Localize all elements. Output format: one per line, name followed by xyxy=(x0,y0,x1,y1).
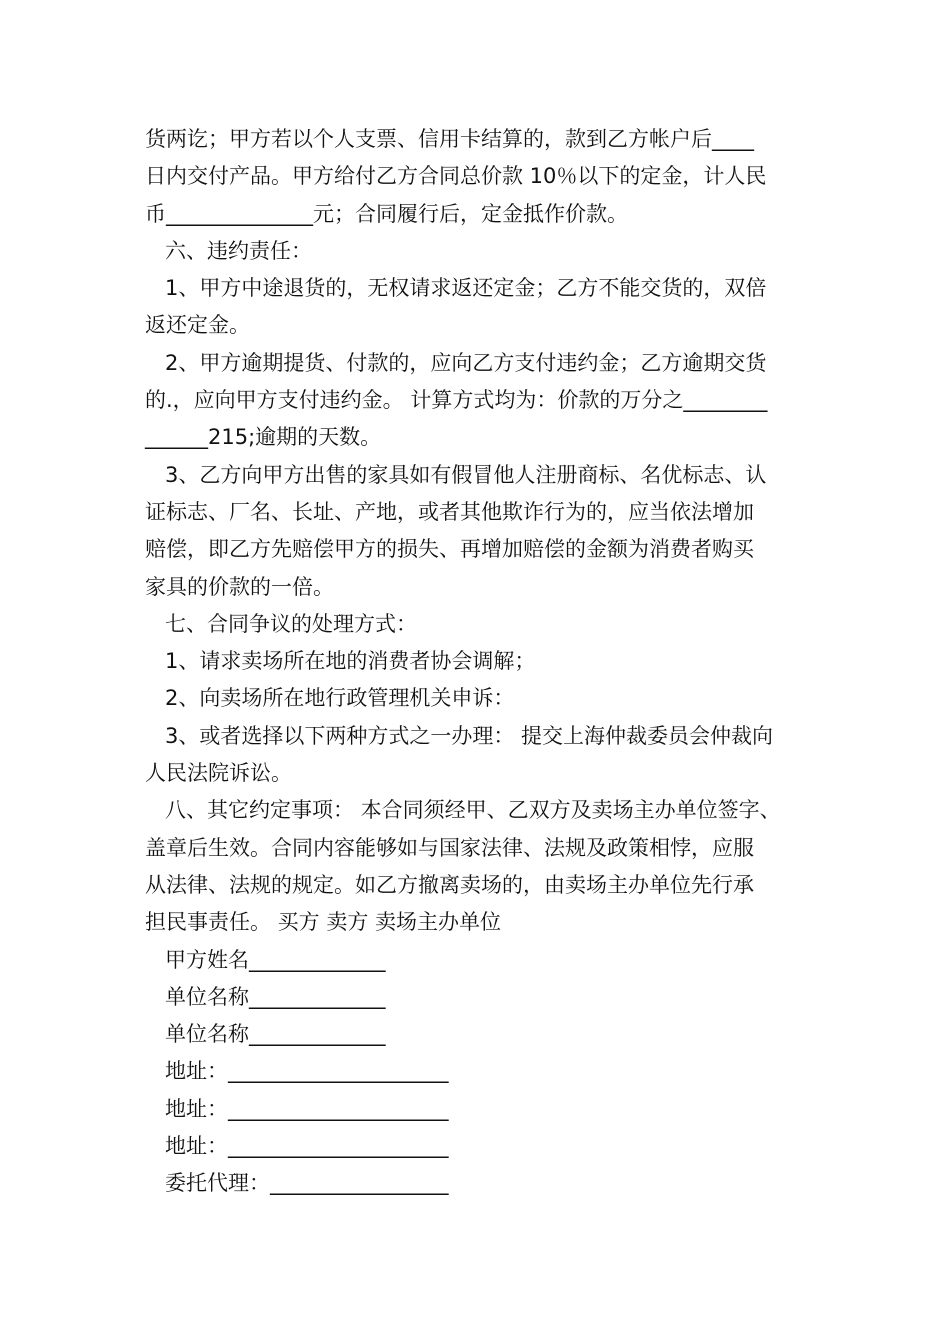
text-line: 3、或者选择以下两种方式之一办理： 提交上海仲裁委员会仲裁向 xyxy=(165,723,774,748)
text-line: 证标志、厂名、长址、产地，或者其他欺诈行为的，应当依法增加 xyxy=(145,499,754,524)
text-line: 家具的价款的一倍。 xyxy=(145,574,334,599)
signature-field-address: 地址：_____________________ xyxy=(165,1134,449,1159)
text-line: 返还定金。 xyxy=(145,313,250,338)
signature-field-unit: 单位名称_____________ xyxy=(165,1022,386,1047)
signature-field-name: 甲方姓名_____________ xyxy=(165,947,386,972)
text-line: 盖章后生效。合同内容能够如与国家法律、法规及政策相悖，应服 xyxy=(145,835,754,860)
signature-field-unit: 单位名称_____________ xyxy=(165,984,386,1009)
text-line: 赔偿，即乙方先赔偿甲方的损失、再增加赔偿的金额为消费者购买 xyxy=(145,537,754,562)
signature-field-address: 地址：_____________________ xyxy=(165,1096,449,1121)
text-line: 3、乙方向甲方出售的家具如有假冒他人注册商标、名优标志、认 xyxy=(165,462,767,487)
text-line: ______215;逾期的天数。 xyxy=(145,425,382,450)
text-line: 2、甲方逾期提货、付款的，应向乙方支付违约金；乙方逾期交货 xyxy=(165,350,767,375)
text-line: 2、向卖场所在地行政管理机关申诉： xyxy=(165,686,515,711)
text-line: 的.，应向甲方支付违约金。 计算方式均为：价款的万分之________ xyxy=(145,388,768,413)
signature-field-address: 地址：_____________________ xyxy=(165,1059,449,1084)
section-heading-other: 八、其它约定事项： 本合同须经甲、乙双方及卖场主办单位签字、 xyxy=(165,798,781,823)
text-line: 1、请求卖场所在地的消费者协会调解； xyxy=(165,649,536,674)
contract-body xyxy=(145,121,810,1203)
text-line: 日内交付产品。甲方给付乙方合同总价款 10％以下的定金，计人民 xyxy=(145,164,767,189)
text-line: 1、甲方中途退货的，无权请求返还定金；乙方不能交货的，双倍 xyxy=(165,276,767,301)
text-line: 担民事责任。 买方 卖方 卖场主办单位 xyxy=(145,910,502,935)
section-heading-dispute: 七、合同争议的处理方式： xyxy=(165,611,417,636)
text-line: 人民法院诉讼。 xyxy=(145,761,292,786)
text-line: 货两讫；甲方若以个人支票、信用卡结算的，款到乙方帐户后____ xyxy=(145,127,754,151)
text-line: 从法律、法规的规定。如乙方撤离卖场的，由卖场主办单位先行承 xyxy=(145,872,754,897)
signature-field-agent: 委托代理：_________________ xyxy=(165,1171,449,1196)
section-heading-breach: 六、违约责任： xyxy=(165,238,312,263)
text-line: 币______________元；合同履行后，定金抵作价款。 xyxy=(145,201,628,226)
